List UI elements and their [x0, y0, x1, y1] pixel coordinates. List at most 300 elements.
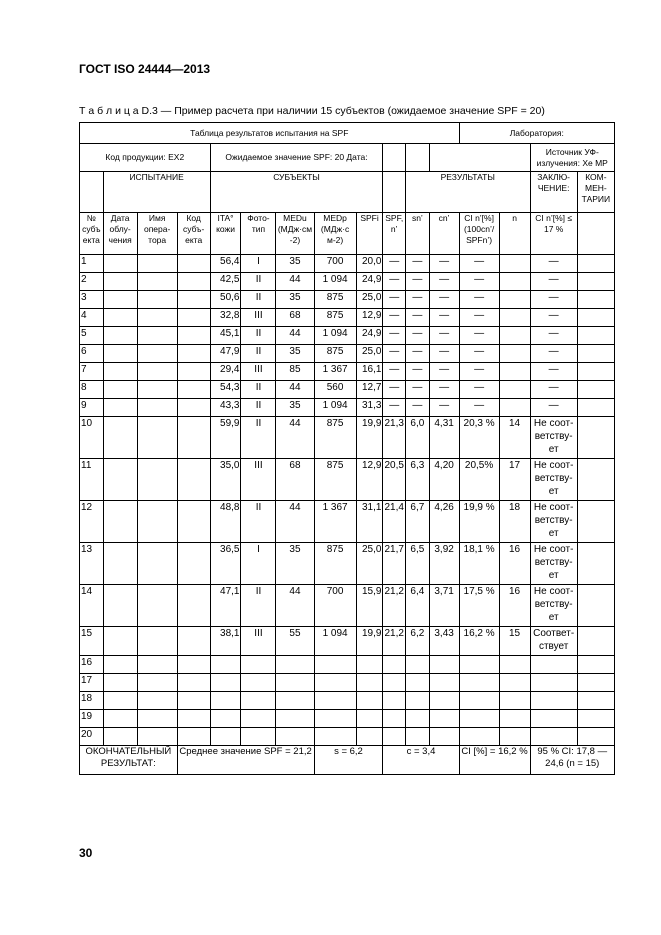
subject-no-cell: 10 [80, 417, 104, 459]
medu-cell: 35 [276, 399, 314, 417]
medu-cell [276, 674, 314, 692]
sn-cell: 6,2 [406, 627, 430, 656]
spf-n-cell [383, 692, 406, 710]
subject-no-cell: 14 [80, 585, 104, 627]
code-cell [177, 627, 210, 656]
spfi-cell: 24,9 [356, 273, 383, 291]
date-cell [103, 627, 137, 656]
phototype-cell: I [241, 255, 276, 273]
spf-n-cell: 21,2 [383, 627, 406, 656]
date-cell [103, 674, 137, 692]
ci-cell [459, 656, 499, 674]
spf-n-cell: — [383, 309, 406, 327]
spf-n-cell: — [383, 381, 406, 399]
date-cell [103, 543, 137, 585]
table-row [80, 692, 615, 710]
sn-cell: — [406, 345, 430, 363]
medp-cell: 1 094 [314, 327, 356, 345]
code-cell [177, 543, 210, 585]
spfi-cell [356, 674, 383, 692]
conclusion-cell: Не соот-ветству-ет [530, 417, 577, 459]
cn-cell [429, 710, 459, 728]
col-n: n [499, 213, 530, 255]
table-row [80, 345, 615, 363]
table-row [80, 417, 615, 459]
results-table-title: Таблица результатов испытания на SPF [80, 123, 460, 144]
code-cell [177, 327, 210, 345]
n-cell [499, 674, 530, 692]
phototype-cell [241, 710, 276, 728]
sn-cell: — [406, 273, 430, 291]
comment-cell [577, 417, 614, 459]
col-sn: sn’ [406, 213, 430, 255]
spfi-cell [356, 710, 383, 728]
subject-no-cell: 18 [80, 692, 104, 710]
table-row [80, 273, 615, 291]
group-results: РЕЗУЛЬТАТЫ [406, 172, 530, 213]
sn-cell: 6,4 [406, 585, 430, 627]
cn-cell: — [429, 399, 459, 417]
table-row [80, 381, 615, 399]
spfi-cell: 12,7 [356, 381, 383, 399]
conclusion-cell [530, 656, 577, 674]
cn-cell: — [429, 291, 459, 309]
subject-no-cell: 6 [80, 345, 104, 363]
code-cell [177, 255, 210, 273]
comment-cell [577, 710, 614, 728]
spfi-cell: 19,9 [356, 627, 383, 656]
conclusion-cell: — [530, 363, 577, 381]
table-row [80, 501, 615, 543]
ci-cell: — [459, 309, 499, 327]
operator-cell [137, 309, 177, 327]
expected-spf-date: Ожидаемое значение SPF: 20 Дата: [210, 144, 383, 172]
date-cell [103, 399, 137, 417]
subject-no-cell: 19 [80, 710, 104, 728]
operator-cell [137, 381, 177, 399]
table-row [80, 543, 615, 585]
comment-cell [577, 692, 614, 710]
spfi-cell [356, 692, 383, 710]
ci-cell: 19,9 % [459, 501, 499, 543]
ci-cell: 16,2 % [459, 627, 499, 656]
n-cell [499, 656, 530, 674]
table-caption: Т а б л и ц а D.3 — Пример расчета при наличии 15 субъектов (ожидаемое значение SPF = 20) [79, 105, 545, 117]
medu-cell: 85 [276, 363, 314, 381]
sn-cell: — [406, 399, 430, 417]
conclusion-cell: Не соот-ветству-ет [530, 543, 577, 585]
n-cell [499, 345, 530, 363]
table-row [80, 656, 615, 674]
spf-n-cell [383, 656, 406, 674]
col-ita: ITA° кожи [210, 213, 241, 255]
spfi-cell: 25,0 [356, 345, 383, 363]
medp-cell [314, 692, 356, 710]
table-row [80, 327, 615, 345]
comment-cell [577, 674, 614, 692]
spf-n-cell: 21,4 [383, 501, 406, 543]
operator-cell [137, 363, 177, 381]
medp-cell: 1 367 [314, 501, 356, 543]
spfi-cell: 31,3 [356, 399, 383, 417]
spf-n-cell: 20,5 [383, 459, 406, 501]
col-ci-le-17: CI n’[%] ≤ 17 % [530, 213, 577, 255]
code-cell [177, 501, 210, 543]
date-cell [103, 710, 137, 728]
medu-cell: 35 [276, 291, 314, 309]
sn-cell: — [406, 363, 430, 381]
ci-cell: — [459, 345, 499, 363]
ita-cell [210, 656, 241, 674]
medp-cell: 560 [314, 381, 356, 399]
medu-cell: 44 [276, 417, 314, 459]
sn-cell [406, 692, 430, 710]
document-header: ГОСТ ISO 24444—2013 [79, 62, 211, 76]
date-cell [103, 345, 137, 363]
cn-cell: — [429, 255, 459, 273]
operator-cell [137, 291, 177, 309]
phototype-cell [241, 656, 276, 674]
cn-cell: — [429, 345, 459, 363]
operator-cell [137, 692, 177, 710]
medp-cell: 875 [314, 459, 356, 501]
cn-cell [429, 692, 459, 710]
ita-cell: 54,3 [210, 381, 241, 399]
medu-cell [276, 656, 314, 674]
operator-cell [137, 585, 177, 627]
cn-cell: — [429, 363, 459, 381]
col-subject-code: Код субъ-екта [177, 213, 210, 255]
sn-cell: 6,0 [406, 417, 430, 459]
code-cell [177, 656, 210, 674]
col-irradiation-date: Дата облу-чения [103, 213, 137, 255]
table-row [80, 309, 615, 327]
conclusion-cell: — [530, 399, 577, 417]
medu-cell: 44 [276, 585, 314, 627]
table-row [80, 255, 615, 273]
subject-no-cell: 15 [80, 627, 104, 656]
cn-cell: 3,92 [429, 543, 459, 585]
final-c: c = 3,4 [383, 746, 459, 775]
code-cell [177, 417, 210, 459]
comment-cell [577, 728, 614, 746]
spf-n-cell [383, 710, 406, 728]
spf-n-cell: — [383, 255, 406, 273]
medp-cell: 1 094 [314, 399, 356, 417]
subject-no-cell: 7 [80, 363, 104, 381]
medp-cell [314, 674, 356, 692]
n-cell: 18 [499, 501, 530, 543]
date-cell [103, 417, 137, 459]
spf-results-table [79, 122, 615, 775]
subject-no-cell: 1 [80, 255, 104, 273]
code-cell [177, 674, 210, 692]
spfi-cell: 25,0 [356, 291, 383, 309]
subject-no-cell: 16 [80, 656, 104, 674]
phototype-cell: II [241, 273, 276, 291]
ci-cell: — [459, 291, 499, 309]
code-cell [177, 728, 210, 746]
phototype-cell: III [241, 459, 276, 501]
medu-cell [276, 692, 314, 710]
phototype-cell [241, 728, 276, 746]
medu-cell: 68 [276, 309, 314, 327]
comment-cell [577, 399, 614, 417]
col-medu: MEDu (МДж·см -2) [276, 213, 314, 255]
medp-cell: 700 [314, 255, 356, 273]
cn-cell: — [429, 309, 459, 327]
medu-cell: 55 [276, 627, 314, 656]
date-cell [103, 309, 137, 327]
ita-cell: 38,1 [210, 627, 241, 656]
phototype-cell: II [241, 345, 276, 363]
code-cell [177, 399, 210, 417]
comment-cell [577, 363, 614, 381]
n-cell [499, 327, 530, 345]
phototype-cell: II [241, 291, 276, 309]
group-subjects: СУБЪЕКТЫ [210, 172, 383, 213]
date-cell [103, 692, 137, 710]
medp-cell [314, 710, 356, 728]
operator-cell [137, 273, 177, 291]
spfi-cell: 31,1 [356, 501, 383, 543]
table-row [80, 459, 615, 501]
n-cell [499, 309, 530, 327]
operator-cell [137, 417, 177, 459]
sn-cell [406, 710, 430, 728]
phototype-cell: II [241, 501, 276, 543]
operator-cell [137, 674, 177, 692]
code-cell [177, 309, 210, 327]
ita-cell: 32,8 [210, 309, 241, 327]
conclusion-cell: — [530, 255, 577, 273]
comment-cell [577, 345, 614, 363]
operator-cell [137, 501, 177, 543]
n-cell [499, 363, 530, 381]
medp-cell: 875 [314, 543, 356, 585]
ita-cell: 36,5 [210, 543, 241, 585]
laboratory-label: Лаборатория: [459, 123, 614, 144]
ci-cell [459, 674, 499, 692]
spfi-cell: 12,9 [356, 309, 383, 327]
ita-cell: 48,8 [210, 501, 241, 543]
code-cell [177, 345, 210, 363]
medp-cell [314, 656, 356, 674]
medp-cell [314, 728, 356, 746]
cn-cell: 3,43 [429, 627, 459, 656]
spf-n-cell: — [383, 363, 406, 381]
subject-no-cell: 9 [80, 399, 104, 417]
date-cell [103, 501, 137, 543]
sn-cell [406, 728, 430, 746]
cn-cell [429, 728, 459, 746]
ci-cell: 20,3 % [459, 417, 499, 459]
group-test: ИСПЫТАНИЕ [103, 172, 210, 213]
spf-n-cell: — [383, 291, 406, 309]
medp-cell: 875 [314, 417, 356, 459]
date-cell [103, 363, 137, 381]
cn-cell [429, 656, 459, 674]
comment-cell [577, 291, 614, 309]
col-cn: cn’ [429, 213, 459, 255]
table-row [80, 728, 615, 746]
date-cell [103, 291, 137, 309]
phototype-cell: II [241, 327, 276, 345]
ita-cell: 29,4 [210, 363, 241, 381]
medu-cell: 35 [276, 345, 314, 363]
code-cell [177, 291, 210, 309]
subject-no-cell: 3 [80, 291, 104, 309]
conclusion-cell: — [530, 273, 577, 291]
comment-cell [577, 543, 614, 585]
date-cell [103, 255, 137, 273]
date-cell [103, 585, 137, 627]
spfi-cell: 24,9 [356, 327, 383, 345]
medp-cell: 875 [314, 309, 356, 327]
medu-cell: 44 [276, 327, 314, 345]
spf-n-cell [383, 674, 406, 692]
conclusion-cell: — [530, 309, 577, 327]
code-cell [177, 692, 210, 710]
comment-cell [577, 656, 614, 674]
comment-cell [577, 309, 614, 327]
spf-n-cell: — [383, 327, 406, 345]
cn-cell [429, 674, 459, 692]
operator-cell [137, 459, 177, 501]
final-ci95: 95 % CI: 17,8 — 24,6 (n = 15) [530, 746, 615, 775]
table-row [80, 291, 615, 309]
final-ci: CI [%] = 16,2 % [459, 746, 530, 775]
col-spf-n: SPF, n’ [383, 213, 406, 255]
n-cell: 16 [499, 543, 530, 585]
medu-cell: 35 [276, 255, 314, 273]
cn-cell: — [429, 273, 459, 291]
sn-cell: 6,7 [406, 501, 430, 543]
ci-cell [459, 728, 499, 746]
medu-cell: 44 [276, 501, 314, 543]
date-cell [103, 327, 137, 345]
date-cell [103, 459, 137, 501]
operator-cell [137, 656, 177, 674]
spf-n-cell: 21,7 [383, 543, 406, 585]
conclusion-cell: — [530, 291, 577, 309]
conclusion-cell: Не соот-ветству-ет [530, 585, 577, 627]
conclusion-cell: — [530, 381, 577, 399]
n-cell [499, 381, 530, 399]
ita-cell [210, 710, 241, 728]
subject-no-cell: 13 [80, 543, 104, 585]
subject-no-cell: 5 [80, 327, 104, 345]
page-number: 30 [79, 846, 93, 860]
col-medp: MEDp (МДж·с м-2) [314, 213, 356, 255]
ita-cell: 47,9 [210, 345, 241, 363]
spf-n-cell: 21,3 [383, 417, 406, 459]
operator-cell [137, 710, 177, 728]
ita-cell: 35,0 [210, 459, 241, 501]
ita-cell: 59,9 [210, 417, 241, 459]
comment-cell [577, 381, 614, 399]
ita-cell: 42,5 [210, 273, 241, 291]
medu-cell: 44 [276, 273, 314, 291]
cn-cell: — [429, 327, 459, 345]
ita-cell: 47,1 [210, 585, 241, 627]
n-cell [499, 291, 530, 309]
table-row [80, 674, 615, 692]
table-row [80, 627, 615, 656]
spfi-cell [356, 728, 383, 746]
date-cell [103, 656, 137, 674]
operator-cell [137, 627, 177, 656]
code-cell [177, 273, 210, 291]
ci-cell: 20,5% [459, 459, 499, 501]
comment-cell [577, 501, 614, 543]
phototype-cell: II [241, 381, 276, 399]
subject-no-cell: 17 [80, 674, 104, 692]
phototype-cell: II [241, 399, 276, 417]
ita-cell: 45,1 [210, 327, 241, 345]
ita-cell: 50,6 [210, 291, 241, 309]
ci-cell: 17,5 % [459, 585, 499, 627]
n-cell: 15 [499, 627, 530, 656]
sn-cell: 6,5 [406, 543, 430, 585]
ci-cell: — [459, 327, 499, 345]
group-conclusion: ЗАКЛЮ-ЧЕНИЕ: [530, 172, 577, 213]
spf-n-cell: — [383, 345, 406, 363]
n-cell [499, 692, 530, 710]
ci-cell: — [459, 273, 499, 291]
table-row [80, 710, 615, 728]
subject-no-cell: 20 [80, 728, 104, 746]
ci-cell: — [459, 363, 499, 381]
ita-cell [210, 692, 241, 710]
n-cell [499, 255, 530, 273]
comment-cell [577, 459, 614, 501]
n-cell [499, 399, 530, 417]
n-cell [499, 710, 530, 728]
sn-cell: — [406, 327, 430, 345]
phototype-cell: II [241, 417, 276, 459]
col-phototype: Фото-тип [241, 213, 276, 255]
medu-cell [276, 728, 314, 746]
medp-cell: 1 367 [314, 363, 356, 381]
phototype-cell: III [241, 309, 276, 327]
code-cell [177, 710, 210, 728]
operator-cell [137, 399, 177, 417]
n-cell [499, 273, 530, 291]
operator-cell [137, 255, 177, 273]
ci-cell [459, 710, 499, 728]
comment-cell [577, 585, 614, 627]
conclusion-cell [530, 710, 577, 728]
ci-cell: — [459, 255, 499, 273]
spfi-cell: 16,1 [356, 363, 383, 381]
sn-cell: — [406, 255, 430, 273]
date-cell [103, 273, 137, 291]
product-code: Код продукции: EX2 [80, 144, 211, 172]
operator-cell [137, 345, 177, 363]
final-s: s = 6,2 [314, 746, 383, 775]
sn-cell: 6,3 [406, 459, 430, 501]
sn-cell: — [406, 309, 430, 327]
conclusion-cell: Соответ-ствует [530, 627, 577, 656]
sn-cell [406, 674, 430, 692]
medu-cell [276, 710, 314, 728]
phototype-cell: I [241, 543, 276, 585]
spf-n-cell: — [383, 399, 406, 417]
medp-cell: 700 [314, 585, 356, 627]
final-result-label: ОКОНЧАТЕЛЬНЫЙ РЕЗУЛЬТАТ: [80, 746, 178, 775]
code-cell [177, 363, 210, 381]
